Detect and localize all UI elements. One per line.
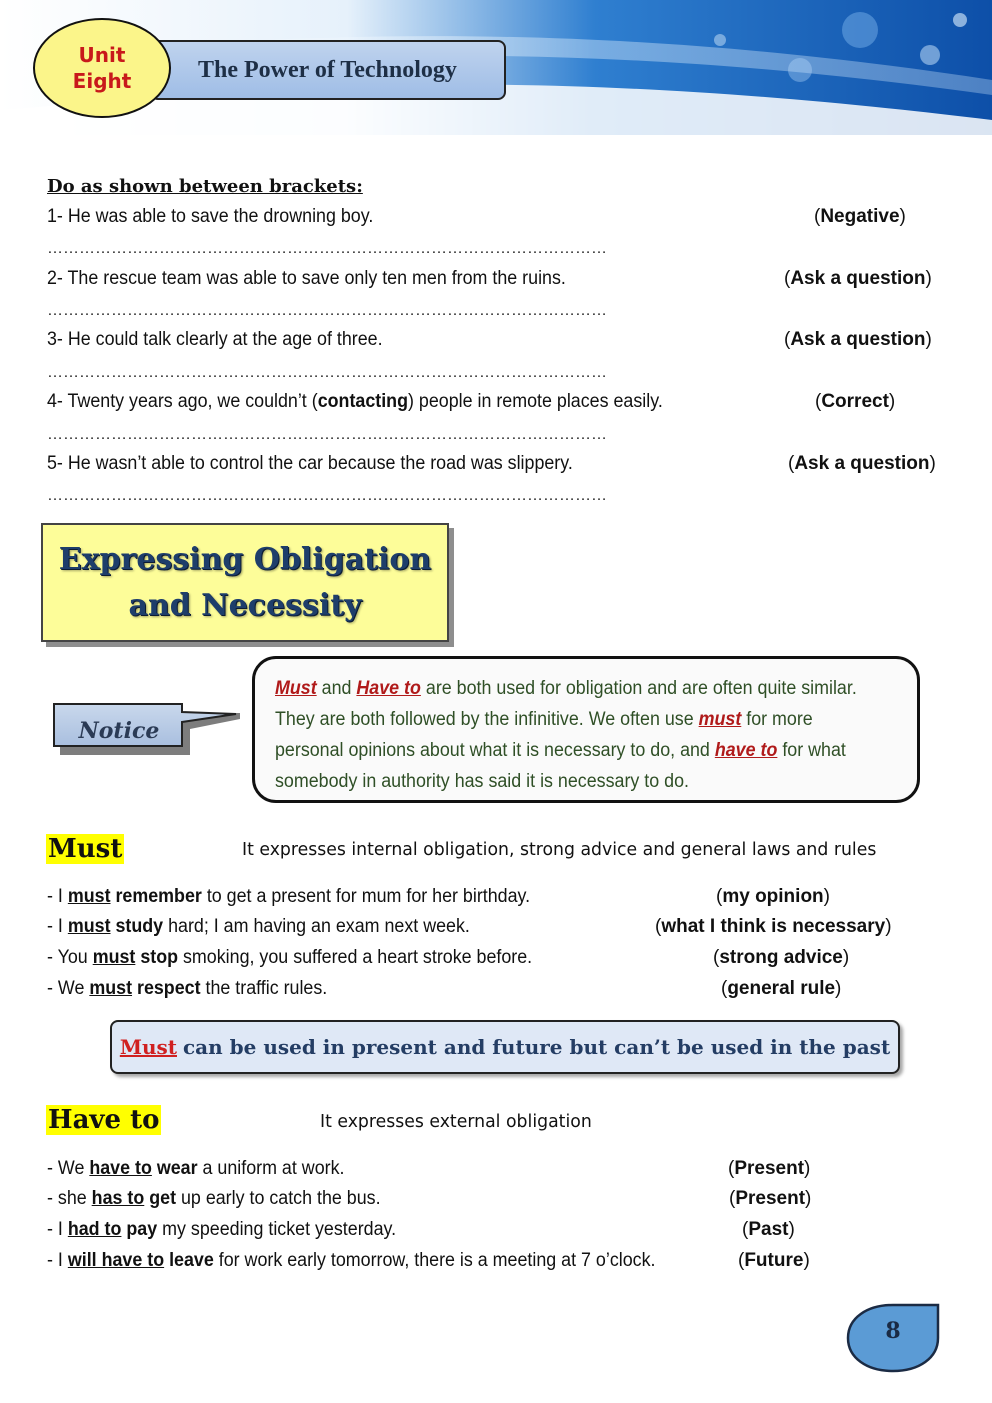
- notice-line-1: Must and Have to are both used for obligation and are often quite similar.: [275, 678, 857, 699]
- have-to-example-4: - I will have to leave for work early tomorrow, there is a meeting at 7 o’clock.: [47, 1250, 656, 1271]
- have-to-example-label-2: (Present): [729, 1188, 812, 1209]
- exercise-instruction-2: (Ask a question): [784, 268, 932, 289]
- answer-line-2: ……………………………………………………………………………………………: [47, 302, 607, 319]
- have-to-example-3: - I had to pay my speeding ticket yesterday.: [47, 1219, 397, 1240]
- have-to-example-label-3: (Past): [742, 1219, 795, 1240]
- exercise-instruction-5: (Ask a question): [788, 453, 936, 474]
- notice-line-3: personal opinions about what it is necessary to do, and have to for what: [275, 740, 846, 761]
- must-example-label-1: (my opinion): [716, 886, 830, 907]
- section-title-box: [41, 523, 449, 642]
- have-to-heading: Have to: [48, 1105, 160, 1135]
- unit-title-box: [150, 40, 506, 100]
- exercise-question-2: 2- The rescue team was able to save only ten men from the ruins.: [47, 268, 566, 289]
- must-example-3: - You must stop smoking, you suffered a heart stroke before.: [47, 947, 533, 968]
- unit-badge: [33, 18, 171, 118]
- exercise-instruction-1: (Negative): [814, 206, 906, 227]
- must-heading: Must: [48, 834, 123, 864]
- answer-line-1: ……………………………………………………………………………………………: [47, 240, 607, 257]
- notice-box: [252, 656, 920, 803]
- exercise-question-1: 1- He was able to save the drowning boy.: [47, 206, 374, 227]
- must-example-label-4: (general rule): [721, 978, 842, 999]
- page-number: 8: [885, 1318, 901, 1344]
- answer-line-3: ……………………………………………………………………………………………: [47, 364, 607, 381]
- exercise-instruction-3: (Ask a question): [784, 329, 932, 350]
- must-example-2: - I must study hard; I am having an exam next week.: [47, 916, 470, 937]
- exercise-heading: Do as shown between brackets:: [47, 176, 363, 197]
- unit-title: The Power of Technology: [198, 56, 457, 83]
- unit-number: Eight: [72, 69, 132, 93]
- must-description: It expresses internal obligation, strong advice and general laws and rules: [242, 839, 877, 860]
- exercise-question-3: 3- He could talk clearly at the age of three.: [47, 329, 383, 350]
- must-example-1: - I must remember to get a present for mum for her birthday.: [47, 886, 531, 907]
- must-example-4: - We must respect the traffic rules.: [47, 978, 328, 999]
- exercise-instruction-4: (Correct): [815, 391, 896, 412]
- have-to-example-1: - We have to wear a uniform at work.: [47, 1158, 345, 1179]
- must-example-label-3: (strong advice): [713, 947, 850, 968]
- have-to-example-label-1: (Present): [728, 1158, 811, 1179]
- have-to-description: It expresses external obligation: [320, 1111, 592, 1132]
- answer-line-5: ……………………………………………………………………………………………: [47, 487, 607, 504]
- unit-label: Unit: [78, 43, 126, 67]
- must-example-label-2: (what I think is necessary): [655, 916, 892, 937]
- exercise-question-5: 5- He wasn’t able to control the car because the road was slippery.: [47, 453, 573, 474]
- notice-line-2: They are both followed by the infinitive. We often use must for more: [275, 709, 813, 730]
- answer-line-4: ……………………………………………………………………………………………: [47, 426, 607, 443]
- exercise-question-4: 4- Twenty years ago, we couldn’t (contacting) people in remote places easily.: [47, 391, 663, 412]
- notice-label: Notice: [78, 718, 160, 744]
- notice-line-4: somebody in authority has said it is necessary to do.: [275, 771, 689, 792]
- have-to-example-label-4: (Future): [738, 1250, 810, 1271]
- have-to-example-2: - she has to get up early to catch the bus.: [47, 1188, 381, 1209]
- must-usage-note: Must can be used in present and future but can’t be used in the past: [110, 1020, 900, 1074]
- section-title-line-1: Expressing Obligation: [58, 541, 432, 577]
- section-title-line-2: and Necessity: [128, 587, 362, 623]
